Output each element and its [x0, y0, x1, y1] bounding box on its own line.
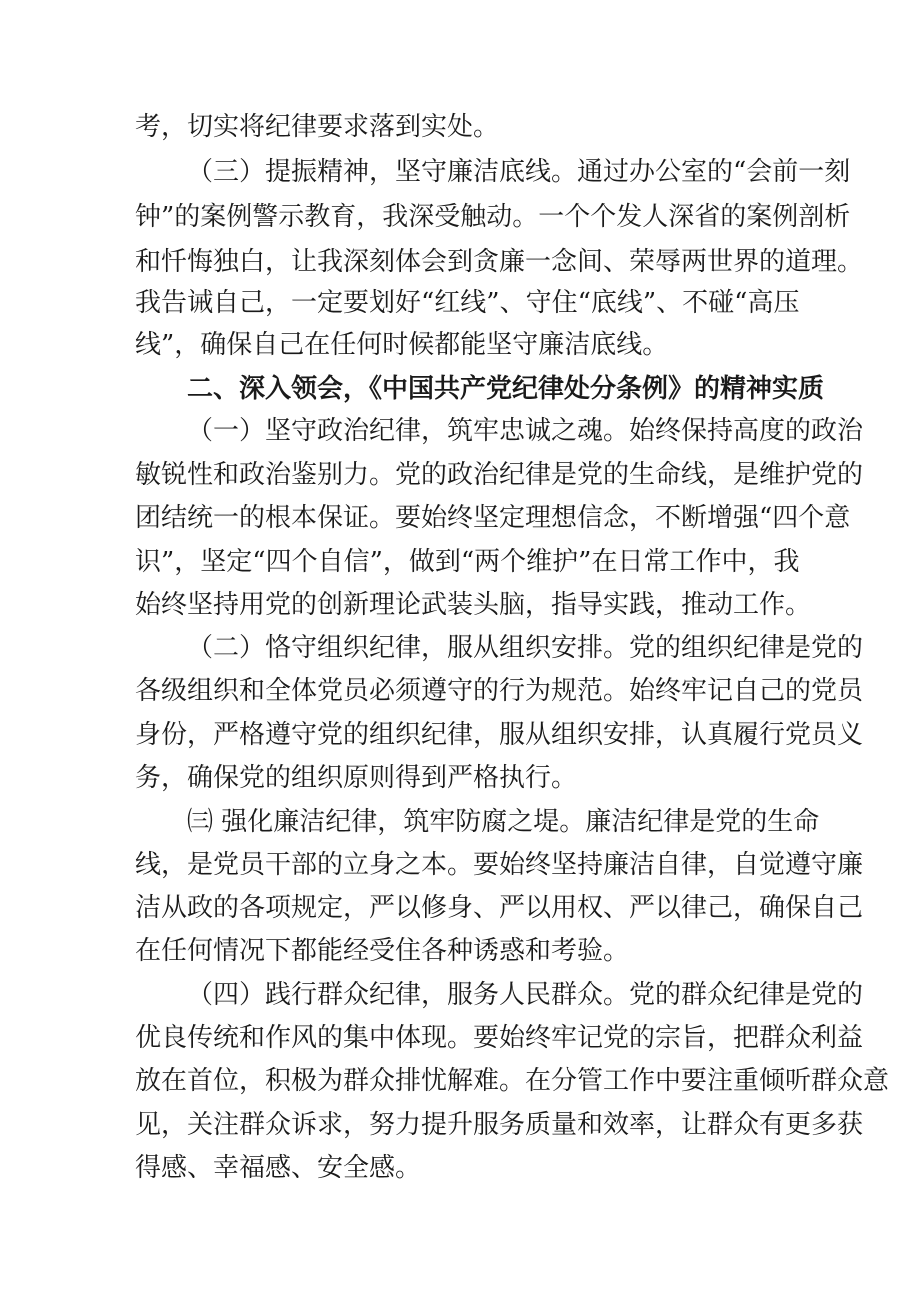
paragraph-line: 始终坚持用党的创新理论武装头脑，指导实践，推动工作。	[135, 590, 812, 620]
paragraph-line: 线，是党员干部的立身之本。要始终坚持廉洁自律，自觉遵守廉	[135, 850, 864, 880]
paragraph-line: 我告诫自己，一定要划好“红线”、守住“底线”、不碰“高压	[135, 288, 800, 318]
paragraph-line: 敏锐性和政治鉴别力。党的政治纪律是党的生命线，是维护党的	[135, 460, 864, 490]
paragraph-line: （四）践行群众纪律，服务人民群众。党的群众纪律是党的	[187, 980, 864, 1010]
paragraph-line: 身份，严格遵守党的组织纪律，服从组织安排，认真履行党员义	[135, 720, 864, 750]
paragraph-line: 洁从政的各项规定，严以修身、严以用权、严以律己，确保自己	[135, 893, 864, 923]
paragraph-line: 务，确保党的组织原则得到严格执行。	[135, 763, 578, 793]
paragraph-line: （三）提振精神，坚守廉洁底线。通过办公室的“会前一刻	[187, 157, 851, 187]
paragraph-line: 线”，确保自己在任何时候都能坚守廉洁底线。	[135, 330, 669, 360]
paragraph-line: （一）坚守政治纪律，筑牢忠诚之魂。始终保持高度的政治	[187, 416, 864, 446]
paragraph-line: 得感、幸福感、安全感。	[135, 1153, 422, 1183]
paragraph-line: 考，切实将纪律要求落到实处。	[135, 112, 500, 142]
paragraph-line: 识”，坚定“四个自信”，做到“两个维护”在日常工作中，我	[135, 547, 800, 577]
paragraph-line: 和忏悔独白，让我深刻体会到贪廉一念间、荣辱两世界的道理。	[135, 247, 864, 277]
paragraph-line: 团结统一的根本保证。要始终坚定理想信念，不断增强“四个意	[135, 503, 851, 533]
paragraph-line: 各级组织和全体党员必须遵守的行为规范。始终牢记自己的党员	[135, 676, 864, 706]
paragraph-line: （二）恪守组织纪律，服从组织安排。党的组织纪律是党的	[187, 633, 864, 663]
paragraph-line: 钟”的案例警示教育，我深受触动。一个个发人深省的案例剖析	[135, 202, 851, 232]
paragraph-line: 放在首位，积极为群众排忧解难。在分管工作中要注重倾听群众意	[135, 1066, 890, 1096]
paragraph-line: 在任何情况下都能经受住各种诱惑和考验。	[135, 936, 630, 966]
paragraph-line: 见，关注群众诉求，努力提升服务质量和效率，让群众有更多获	[135, 1110, 864, 1140]
section-heading: 二、深入领会，《中国共产党纪律处分条例》的精神实质	[187, 374, 825, 404]
paragraph-line: ㈢ 强化廉洁纪律，筑牢防腐之堤。廉洁纪律是党的生命	[187, 807, 820, 837]
paragraph-line: 优良传统和作风的集中体现。要始终牢记党的宗旨，把群众利益	[135, 1023, 864, 1053]
